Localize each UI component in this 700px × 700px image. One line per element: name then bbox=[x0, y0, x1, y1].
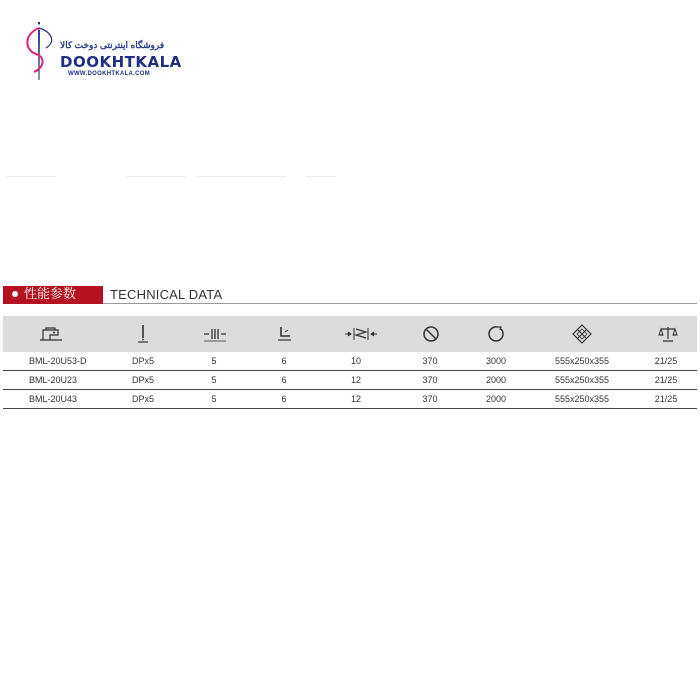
speed-cell: 3000 bbox=[485, 356, 507, 366]
stitch-width-cell: 12 bbox=[350, 394, 361, 404]
model-cell: BML-20U23 bbox=[29, 375, 78, 385]
section-title-tab bbox=[3, 286, 103, 304]
table-row bbox=[3, 371, 697, 390]
speed-icon bbox=[485, 316, 509, 352]
speed-cell: 2000 bbox=[485, 394, 507, 404]
package-size-cell: 555x250x355 bbox=[554, 375, 610, 385]
hook-cell: 370 bbox=[422, 375, 438, 385]
presser-lift-cell: 6 bbox=[281, 375, 287, 385]
stitch-width-cell: 12 bbox=[350, 375, 361, 385]
presser-lift-cell: 6 bbox=[281, 394, 287, 404]
stitch-length-cell: 5 bbox=[211, 375, 217, 385]
logo-persian-text: فروشگاه اینترنتی دوخت کالا bbox=[60, 40, 165, 50]
sewing-machine-icon bbox=[36, 316, 66, 352]
presser-lift-cell: 6 bbox=[281, 356, 287, 366]
spec-table bbox=[3, 316, 697, 409]
needle-cell: DPx5 bbox=[132, 356, 155, 366]
stitch-length-cell: 5 bbox=[211, 394, 217, 404]
bullet-icon bbox=[12, 291, 18, 297]
section-title-cn: 性能参数 bbox=[24, 287, 77, 302]
hook-cell: 370 bbox=[422, 356, 438, 366]
hook-cell: 370 bbox=[422, 394, 438, 404]
needle-cell: DPx5 bbox=[132, 375, 155, 385]
package-size-icon bbox=[569, 316, 595, 352]
header-underline bbox=[103, 303, 697, 304]
weight-cell: 21/25 bbox=[654, 394, 678, 404]
dookhtkala-logo bbox=[22, 20, 182, 82]
model-cell: BML-20U53-D bbox=[29, 356, 87, 366]
stitch-width-cell: 10 bbox=[350, 356, 361, 366]
weight-cell: 21/25 bbox=[654, 375, 678, 385]
stitch-length-cell: 5 bbox=[211, 356, 217, 366]
logo-url: WWW.DOOKHTKALA.COM bbox=[68, 71, 151, 77]
weight-cell: 21/25 bbox=[654, 356, 678, 366]
table-row bbox=[3, 352, 697, 371]
hook-icon bbox=[419, 316, 443, 352]
speed-cell: 2000 bbox=[485, 375, 507, 385]
weight-scale-icon bbox=[656, 316, 680, 352]
faint-divider bbox=[6, 176, 336, 177]
needle-icon bbox=[133, 316, 153, 352]
stitch-length-icon bbox=[202, 316, 228, 352]
model-cell: BML-20U43 bbox=[29, 394, 78, 404]
stitch-width-icon bbox=[343, 316, 379, 352]
presser-foot-lift-icon bbox=[274, 316, 294, 352]
needle-thread-logo-icon bbox=[22, 20, 62, 82]
table-icon-header bbox=[3, 316, 697, 352]
section-title-en: TECHNICAL DATA bbox=[110, 287, 223, 302]
package-size-cell: 555x250x355 bbox=[554, 394, 610, 404]
package-size-cell: 555x250x355 bbox=[554, 356, 610, 366]
table-row bbox=[3, 390, 697, 409]
logo-brand-name: DOOKHTKALA bbox=[60, 53, 182, 71]
needle-cell: DPx5 bbox=[132, 394, 155, 404]
technical-data-header bbox=[3, 286, 697, 306]
